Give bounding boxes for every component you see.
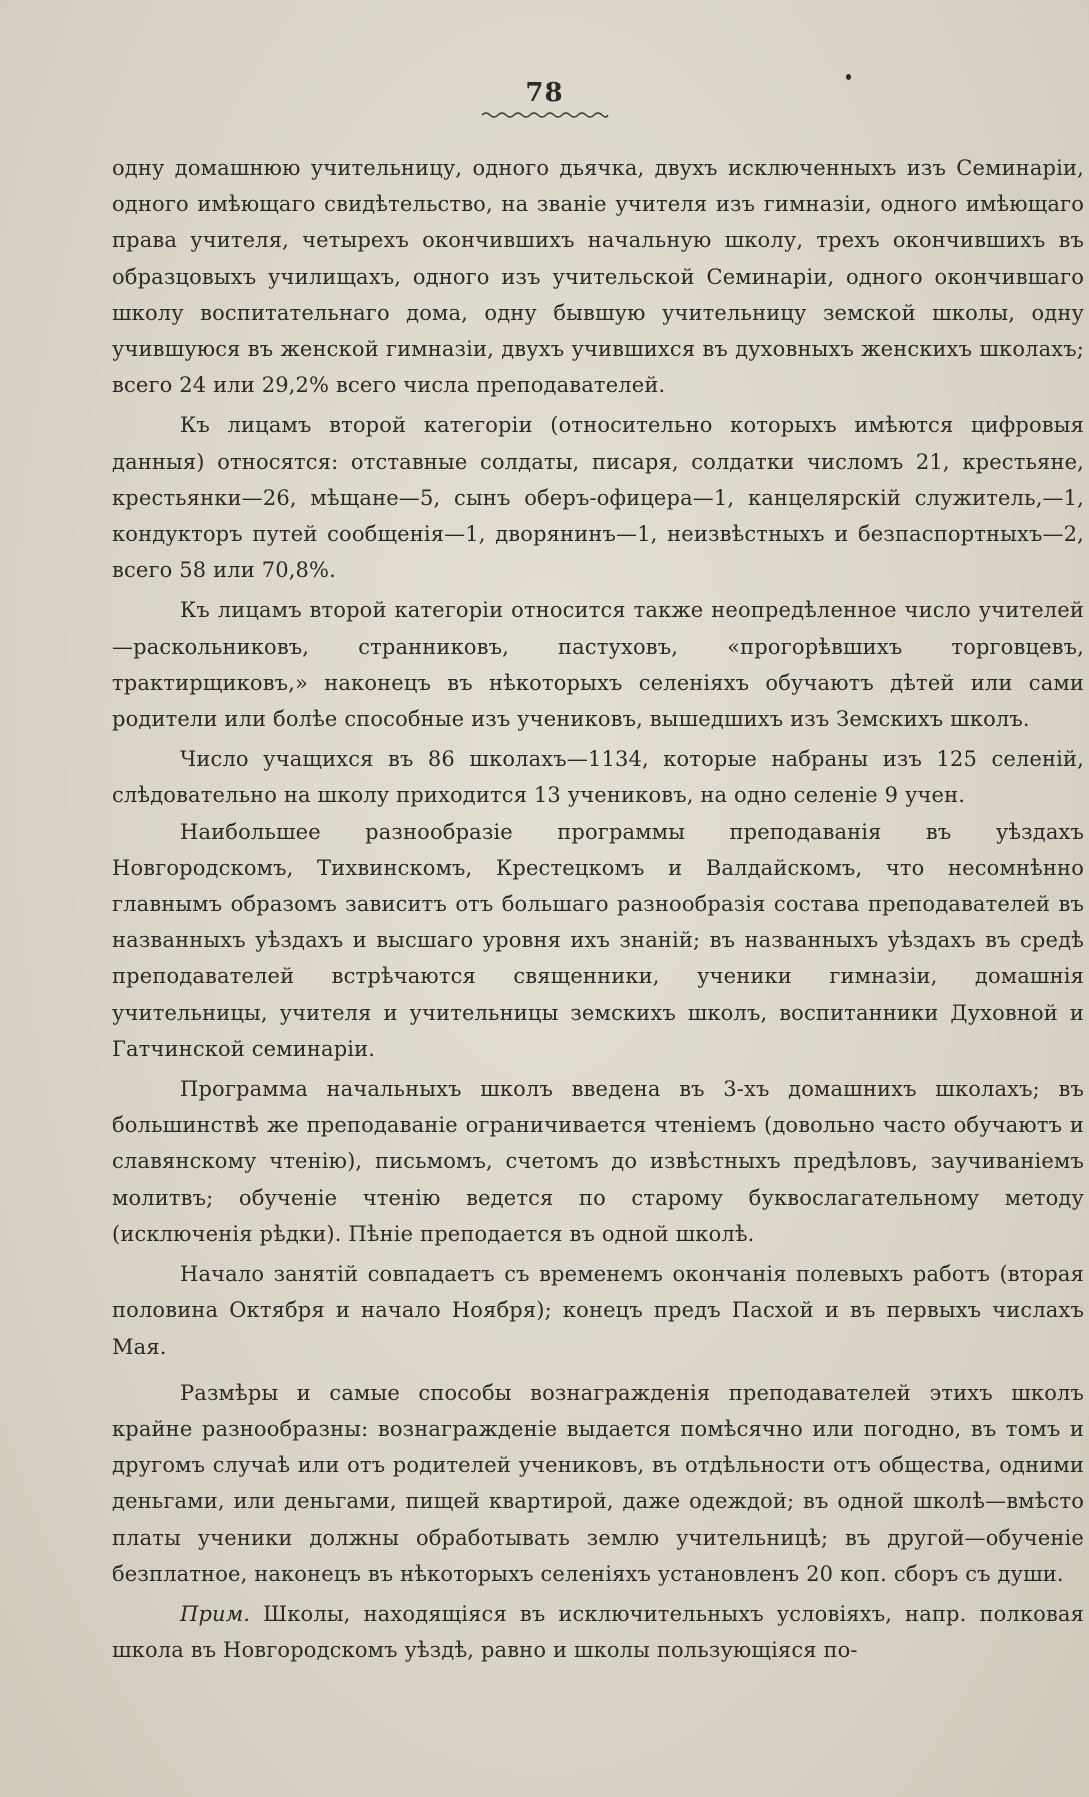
ink-speck bbox=[846, 74, 851, 80]
paragraph-6: Программа начальныхъ школъ введена въ 3-хъ домашнихъ школахъ; въ большинствѣ же преподаваніе ограничивается чтеніемъ (довольно часто обучаютъ и славянскому чтенію), письмомъ, счетомъ до извѣстныхъ предѣловъ, заучиваніемъ молитвъ; обученіе чтенію ведется по старому буквослагательному методу (исключенія рѣдки). Пѣніе преподается въ одной школѣ. bbox=[112, 1077, 1084, 1246]
page-header bbox=[0, 78, 1089, 120]
paragraph-3: Къ лицамъ второй категоріи относится также неопредѣленное число учителей—раскольниковъ, странниковъ, пастуховъ, «прогорѣвшихъ торговцевъ, трактирщиковъ,» наконецъ въ нѣкоторыхъ селеніяхъ обучаютъ дѣтей или сами родители или болѣе способные изъ учениковъ, вышедшихъ изъ Земскихъ школъ. bbox=[112, 598, 1084, 732]
text-body bbox=[112, 150, 1084, 1668]
ornamental-squiggle bbox=[480, 110, 610, 120]
paragraph-4: Число учащихся въ 86 школахъ—1134, которые набраны изъ 125 селеній, слѣдовательно на школу приходится 13 учениковъ, на одно селеніе 9 учен. bbox=[112, 747, 1084, 808]
note-label: Прим. bbox=[180, 1601, 251, 1626]
page-number: 78 bbox=[525, 78, 564, 108]
paragraph-5: Наибольшее разнообразіе программы преподаванія въ уѣздахъ Новгородскомъ, Тихвинскомъ, Крестецкомъ и Валдайскомъ, что несомнѣнно главнымъ образомъ зависитъ отъ большаго разнообразія состава преподавателей въ названныхъ уѣздахъ и высшаго уровня ихъ знаній; въ названныхъ уѣздахъ въ средѣ преподавателей встрѣчаются священники, ученики гимназіи, домашнія учительницы, учителя и учительницы земскихъ школъ, воспитанники Духовной и Гатчинской семинаріи. bbox=[112, 819, 1084, 1061]
paragraph-2: Къ лицамъ второй категоріи (относительно которыхъ имѣются цифровыя данныя) относятся: отставные солдаты, писаря, солдатки числомъ 21, крестьяне, крестьянки—26, мѣщане—5, сынъ оберъ-офицера—1, канцелярскій служитель,—1, кондукторъ путей сообщенія—1, дворянинъ—1, неизвѣстныхъ и безпаспортныхъ—2, всего 58 или 70,8%. bbox=[112, 413, 1084, 583]
note-text: Школы, находящіяся въ исключительныхъ условіяхъ, напр. полковая школа въ Новгородскомъ уѣздѣ, равно и школы пользующіяся по- bbox=[112, 1601, 1084, 1663]
note-paragraph bbox=[112, 1596, 1084, 1668]
paragraph-8: Размѣры и самые способы вознагражденія преподавателей этихъ школъ крайне разнообразны: вознагражденіе выдается помѣсячно или погодно, въ томъ и другомъ случаѣ или отъ родителей учениковъ, въ отдѣльности отъ общества, одними деньгами, или деньгами, пищей квартирой, даже одеждой; въ одной школѣ—вмѣсто платы ученики должны обработывать землю учительницѣ; въ другой—обученіе безплатное, наконецъ въ нѣкоторыхъ селеніяхъ установленъ 20 коп. сборъ съ души. bbox=[112, 1380, 1084, 1586]
paragraph-1: одну домашнюю учительницу, одного дьячка, двухъ исключенныхъ изъ Семинаріи, одного имѣющаго свидѣтельство, на званіе учителя изъ гимназіи, одного имѣющаго права учителя, четырехъ окончившихъ начальную школу, трехъ окончившихъ въ образцовыхъ училищахъ, одного изъ учительской Семинаріи, одного окончившаго школу воспитательнаго дома, одну бывшую учительницу земской школы, одну учившуюся въ женской гимназіи, двухъ учившихся въ духовныхъ женскихъ школахъ; всего 24 или 29,2% всего числа преподавателей. bbox=[112, 156, 1084, 398]
paragraph-7: Начало занятій совпадаетъ съ временемъ окончанія полевыхъ работъ (вторая половина Октября и начало Ноября); конецъ предъ Пасхой и въ первыхъ числахъ Мая. bbox=[112, 1262, 1084, 1359]
